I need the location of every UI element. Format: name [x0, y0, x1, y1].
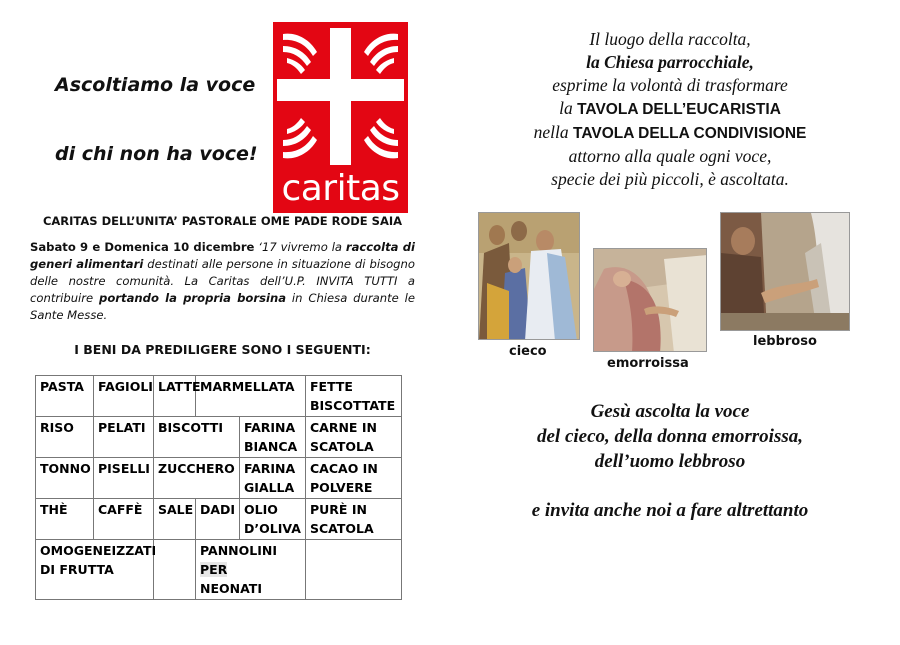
intro-text-2: destinati alle persone in situazione di bisogno delle nostre comunità. La Caritas dell’U.P. INVITA TUTTI a contribuire: [30, 257, 415, 305]
closing-line: del cieco, della donna emorroissa,: [537, 426, 803, 447]
table-cell: OLIO D’OLIVA: [240, 499, 306, 540]
intro-collection: raccolta di generi alimentari: [30, 240, 415, 271]
verse-line-prefix: la: [559, 98, 578, 118]
verse-line-bold: la Chiesa parrocchiale,: [586, 52, 754, 72]
table-cell-text-highlight: PER: [200, 562, 228, 577]
intro-bring-bag: portando la propria borsina: [99, 291, 287, 305]
table-row: [36, 540, 402, 600]
table-cell: FARINA BIANCA: [240, 417, 306, 458]
verse-eucharist-table: TAVOLA DELL’EUCARISTIA: [577, 101, 781, 118]
table-cell: SALE: [154, 499, 196, 540]
caption-bleeding-woman: emorroissa: [607, 356, 689, 371]
closing-line: Gesù ascolta la voce: [590, 401, 750, 422]
table-cell: PELATI: [94, 417, 154, 458]
closing-line: dell’uomo lebbroso: [594, 451, 746, 472]
organization-title: CARITAS DELL’UNITA’ PASTORALE OME PADE RODE SAIA: [42, 214, 403, 228]
intro-text-3: in Chiesa durante le Sante Messe.: [30, 291, 415, 322]
table-cell: BISCOTTI: [154, 417, 240, 458]
blind-man-painting: [478, 212, 580, 340]
slogan-line-1: Ascoltiamo la voce: [55, 74, 256, 96]
verse-line: specie dei più piccoli, è ascoltata.: [551, 169, 789, 189]
table-row: [36, 499, 402, 540]
verse-line: Il luogo della raccolta,: [589, 29, 751, 49]
table-cell: THÈ: [36, 499, 94, 540]
table-cell-text: PANNOLINI: [200, 543, 277, 558]
table-cell: FAGIOLI: [94, 376, 154, 417]
table-cell: ZUCCHERO: [154, 458, 240, 499]
table-cell: LATTE: [154, 376, 196, 417]
intro-text-1: ‘17 vivremo la: [254, 240, 346, 254]
table-cell: OMOGENEIZZATI DI FRUTTA: [36, 540, 154, 600]
table-cell: RISO: [36, 417, 94, 458]
table-row: [36, 458, 402, 499]
verse-line-prefix: nella: [533, 122, 573, 142]
table-row: [36, 376, 402, 417]
goods-heading: I BENI DA PREDILIGERE SONO I SEGUENTI:: [74, 342, 371, 357]
table-cell: CACAO IN POLVERE: [306, 458, 402, 499]
verse-line: esprime la volontà di trasformare: [552, 75, 788, 95]
table-cell: [196, 540, 306, 600]
caption-leper: lebbroso: [753, 334, 817, 349]
caritas-logo: [273, 22, 408, 213]
table-cell: PASTA: [36, 376, 94, 417]
intro-dates: Sabato 9 e Domenica 10 dicembre: [30, 240, 255, 254]
table-cell: FARINA GIALLA: [240, 458, 306, 499]
closing-invitation: e invita anche noi a fare altrettanto: [531, 500, 809, 521]
table-cell: TONNO: [36, 458, 94, 499]
closing-verse: [480, 399, 860, 474]
verse-block: [480, 28, 860, 191]
goods-table: [35, 375, 402, 600]
table-cell: PISELLI: [94, 458, 154, 499]
bleeding-woman-painting: [593, 248, 707, 352]
leper-painting: [720, 212, 850, 331]
verse-line: attorno alla quale ogni voce,: [568, 146, 772, 166]
table-cell: [306, 540, 402, 600]
verse-line: [480, 97, 860, 121]
table-cell: DADI: [196, 499, 240, 540]
table-cell: MARMELLATA: [196, 376, 306, 417]
table-cell: CARNE IN SCATOLA: [306, 417, 402, 458]
table-cell-text: NEONATI: [200, 581, 262, 596]
intro-paragraph: [30, 239, 415, 324]
verse-line: [480, 121, 860, 145]
caption-blind-man: cieco: [509, 344, 547, 359]
table-cell: PURÈ IN SCATOLA: [306, 499, 402, 540]
slogan-line-2: di chi non ha voce!: [55, 143, 258, 165]
table-cell: CAFFÈ: [94, 499, 154, 540]
table-row: [36, 417, 402, 458]
verse-sharing-table: TAVOLA DELLA CONDIVISIONE: [573, 125, 807, 142]
caritas-logo-word: caritas: [281, 168, 400, 209]
verse-line: [480, 51, 860, 74]
table-cell: [154, 540, 196, 600]
table-cell: FETTE BISCOTTATE: [306, 376, 402, 417]
